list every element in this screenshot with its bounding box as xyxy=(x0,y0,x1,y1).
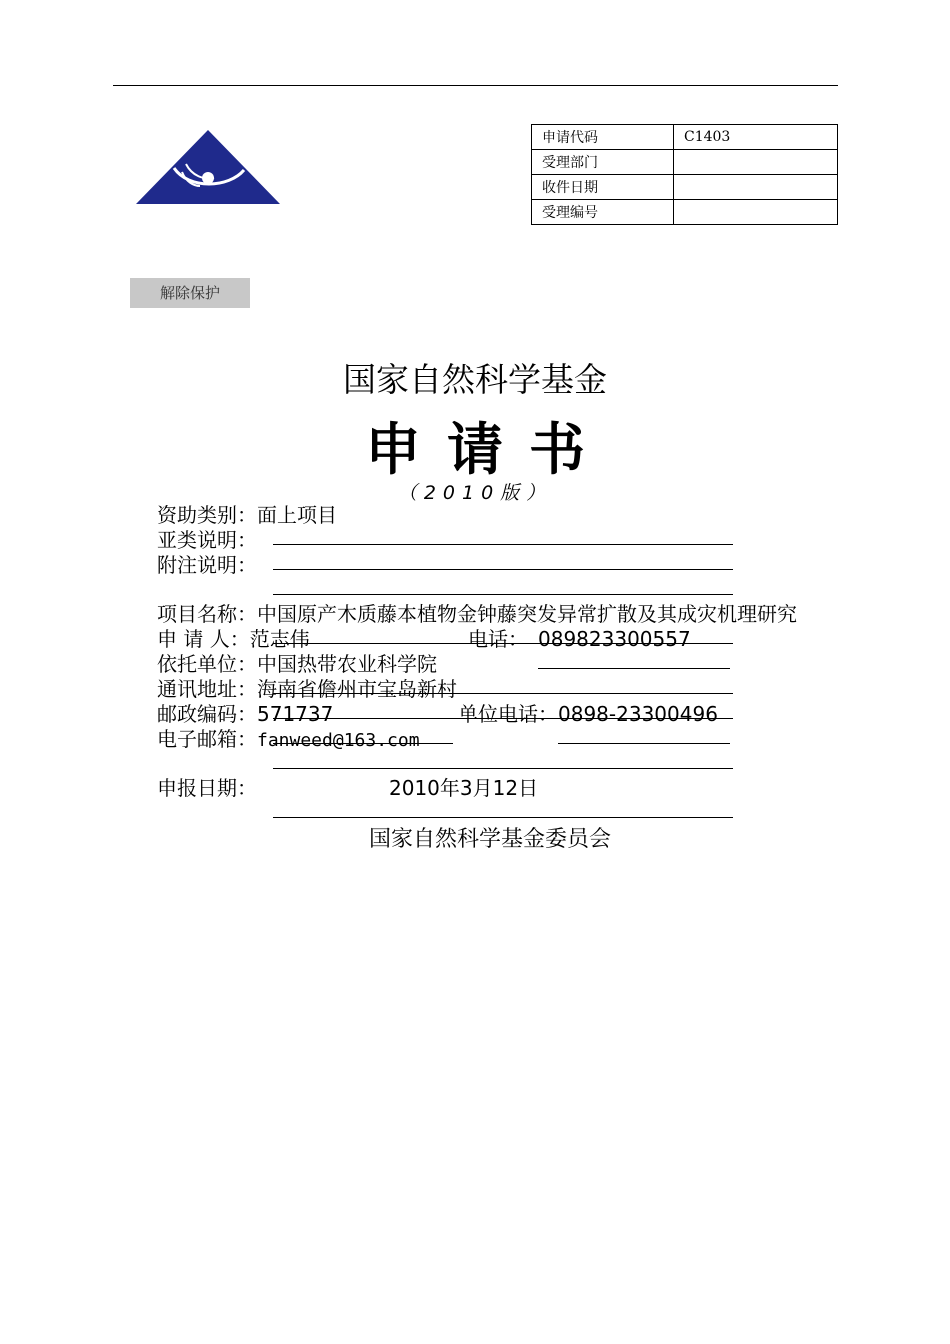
table-label: 受理编号 xyxy=(532,200,674,225)
subclass-underline xyxy=(273,544,733,545)
field-label: 电子邮箱： xyxy=(157,727,257,751)
address-value: 海南省儋州市宝岛新村 xyxy=(257,677,457,701)
edition-label: （2010版） xyxy=(397,482,553,504)
page-title: 国家自然科学基金 xyxy=(343,360,607,399)
institution-row xyxy=(157,651,437,677)
unit-phone xyxy=(458,701,718,727)
field-label: 资助类别： xyxy=(157,503,257,527)
field-label: 项目名称： xyxy=(157,602,257,626)
application-code: C1403 xyxy=(674,125,838,150)
postcode-value: 571737 xyxy=(257,702,334,726)
project-name-row xyxy=(157,601,797,627)
applicant-phone xyxy=(468,626,691,652)
funding-type-row xyxy=(157,502,337,528)
header-rule xyxy=(113,85,838,86)
postcode-row xyxy=(157,701,333,727)
table-row xyxy=(532,125,838,150)
email-row xyxy=(157,726,420,752)
postcode-underline xyxy=(273,718,733,719)
field-label: 通讯地址： xyxy=(157,677,257,701)
page-subtitle: 申请书 xyxy=(365,418,611,483)
email-value: fanweed@163.com xyxy=(257,730,420,751)
office-use-table xyxy=(531,124,838,225)
field-label: 单位电话： xyxy=(458,702,558,726)
email-underline-2 xyxy=(558,743,730,744)
unit-phone-value: 0898-23300496 xyxy=(558,702,718,726)
submit-date-value: 2010年3月12日 xyxy=(389,776,539,800)
address-underline xyxy=(273,693,733,694)
address-row xyxy=(157,676,457,702)
applicant-value: 范志伟 xyxy=(249,627,310,651)
receipt-date xyxy=(674,175,838,200)
field-label: 电话： xyxy=(468,627,528,651)
remark-underline-2 xyxy=(273,594,733,595)
applicant-row xyxy=(157,626,310,652)
email-underline-1 xyxy=(273,743,453,744)
institution-underline xyxy=(538,668,730,669)
field-label: 附注说明： xyxy=(157,553,257,577)
nsfc-logo xyxy=(134,128,282,206)
project-name-value: 中国原产木质藤本植物金钟藤突发异常扩散及其成灾机理研究 xyxy=(257,602,797,626)
table-row xyxy=(532,175,838,200)
remark-underline-1 xyxy=(273,569,733,570)
field-label: 邮政编码： xyxy=(157,702,257,726)
table-label: 申请代码 xyxy=(532,125,674,150)
table-label: 收件日期 xyxy=(532,175,674,200)
table-row xyxy=(532,200,838,225)
email-underline-3 xyxy=(273,768,733,769)
funding-type-value: 面上项目 xyxy=(257,503,337,527)
field-label: 依托单位： xyxy=(157,652,257,676)
subclass-note-row xyxy=(157,527,257,553)
field-label: 亚类说明： xyxy=(157,528,257,552)
table-label: 受理部门 xyxy=(532,150,674,175)
acceptance-number xyxy=(674,200,838,225)
submit-date-row xyxy=(157,775,257,801)
field-label: 申报日期： xyxy=(157,776,257,800)
table-row xyxy=(532,150,838,175)
footer-organization: 国家自然科学基金委员会 xyxy=(368,827,611,852)
applicant-phone-value: 089823300557 xyxy=(538,627,691,651)
applicant-underline xyxy=(273,643,733,644)
unprotect-button[interactable]: 解除保护 xyxy=(130,278,250,308)
receiving-dept xyxy=(674,150,838,175)
field-label: 申 请 人： xyxy=(157,627,250,651)
submit-date-underline xyxy=(273,817,733,818)
remark-note-row xyxy=(157,552,257,578)
institution-value: 中国热带农业科学院 xyxy=(257,652,437,676)
